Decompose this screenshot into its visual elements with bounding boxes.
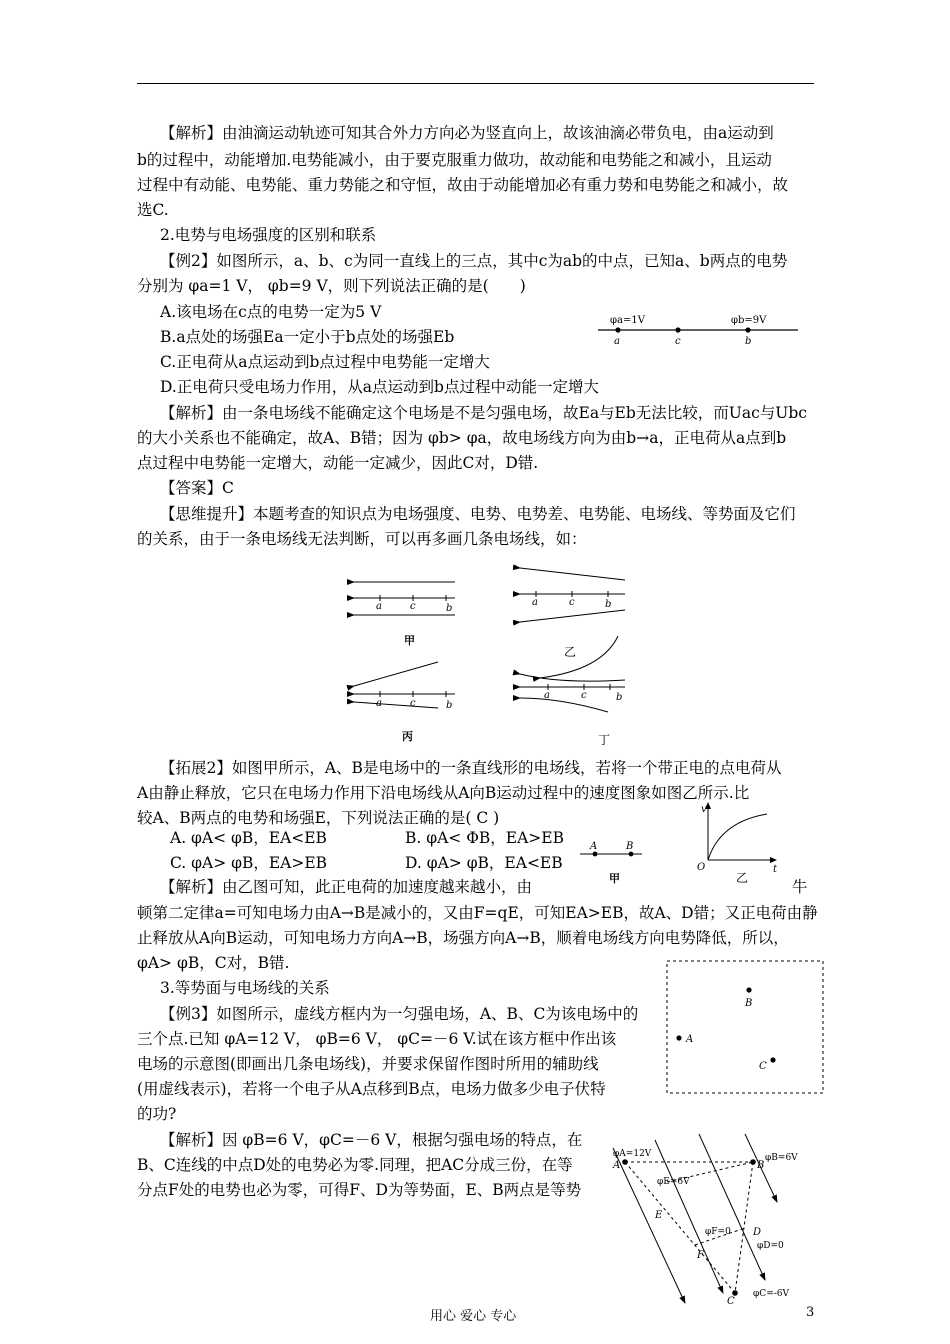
page-footer: 用心 爱心 专心 [430,1309,517,1324]
text-line: 牛 [792,878,808,896]
svg-text:c: c [569,597,575,608]
text-line: 的大小关系也不能确定，故A、B错；因为 φb> φa，故电场线方向为由b→a，正电荷从a点到b [137,429,787,447]
svg-text:c: c [675,336,681,347]
text-line: 【解析】由油滴运动轨迹可知其合外力方向必为竖直向上，故该油滴必带负电，由a运动到 [160,124,774,142]
text-line: 点过程中电势能一定增大，动能一定减少，因此C对，D错. [137,454,539,472]
text-line: 较A、B两点的电势和场强E，下列说法正确的是( C ) [137,809,500,827]
text-line: 【思维提升】本题考查的知识点为电场强度、电势、电势差、电势能、电场线、等势面及它们 [160,505,796,523]
text-line: 三个点.已知 φA=12 V， φB=6 V， φC=－6 V.试在该方框中作出该 [137,1030,617,1048]
field-line-sketches [340,560,640,745]
svg-text:F: F [697,1250,704,1261]
svg-text:t: t [773,864,778,875]
text-line: φA> φB，C对，B错. [137,954,290,972]
svg-text:B: B [745,998,753,1009]
label-yi: 乙 [736,871,749,885]
svg-text:C: C [759,1061,767,1072]
text-line: 顿第二定律a=可知电场力由A→B是减小的，又由F=qE，可知EA>EB，故A、D错；又正电荷由静 [137,904,818,922]
example3-figure [663,957,827,1097]
option-c: C.正电荷从a点运动到b点过程中电势能一定增大 [160,353,490,371]
page-number: 3 [806,1305,815,1320]
header-rule [137,83,814,84]
section-heading: 2.电势与电场强度的区别和联系 [160,226,377,244]
label-phi-a: φa=1V [610,315,645,326]
text-line: A由静止释放，它只在电场力作用下沿电场线从A向B运动过程中的速度图象如图乙所示.比 [137,784,750,802]
text-line: 的关系，由于一条电场线无法判断，可以再多画几条电场线，如： [137,530,587,548]
text-line: 止释放从A向B运动，可知电场力方向A→B，场强方向A→B，顺着电场线方向电势降低，所以， [137,929,789,947]
text-line: 的功? [137,1105,177,1123]
svg-text:a: a [544,690,550,701]
svg-text:a: a [376,698,382,709]
text-line: 【解析】因 φB=6 V，φC=－6 V，根据匀强电场的特点，在 [160,1131,583,1149]
text-line: 【例2】如图所示，a、b、c为同一直线上的三点，其中c为ab的中点，已知a、b两点的电势 [160,252,788,270]
label-yi: 乙 [564,645,577,659]
svg-text:C: C [727,1296,735,1305]
svg-text:a: a [376,601,382,612]
svg-text:B: B [626,841,634,852]
text-line: B、C连线的中点D处的电势必为零.同理，把AC分成三份，在等 [137,1156,573,1174]
svg-text:b: b [616,692,623,703]
option-c: C. φA> φB，EA>EB [170,854,328,872]
svg-text:b: b [446,603,453,614]
svg-text:E: E [655,1210,663,1221]
svg-text:D: D [753,1227,762,1238]
svg-text:b: b [605,599,612,610]
answer-line: 【答案】C [160,479,234,497]
svg-text:φB=6V: φB=6V [765,1153,798,1163]
svg-text:A: A [590,841,598,852]
text-line: 选C. [137,201,169,219]
option-a: A.该电场在c点的电势一定为5 V [160,303,382,321]
option-a: A. φA< φB，EA<EB [170,829,327,847]
svg-text:φA=12V: φA=12V [613,1149,652,1159]
svg-text:A: A [686,1034,694,1045]
svg-text:c: c [410,601,416,612]
option-d: D.正电荷只受电场力作用，从a点运动到b点过程中动能一定增大 [160,378,599,396]
text-line: 【例3】如图所示，虚线方框内为一匀强电场，A、B、C为该电场中的 [160,1005,639,1023]
svg-text:v: v [701,804,707,815]
text-line: 【解析】由一条电场线不能确定这个电场是不是匀强电场，故Ea与Eb无法比较，而Uac与Ubc [160,404,807,422]
section-heading: 3.等势面与电场线的关系 [160,979,330,997]
option-d: D. φA> φB，EA<EB [405,854,563,872]
svg-text:φC=-6V: φC=-6V [753,1289,789,1299]
svg-text:O: O [697,862,706,873]
text-line: 【拓展2】如图甲所示，A、B是电场中的一条直线形的电场线，若将一个带正电的点电荷从 [160,759,782,777]
solution-figure [605,1130,805,1305]
svg-text:A: A [613,1160,621,1171]
text-line: (用虚线表示)，若将一个电子从A点移到B点，电场力做多少电子伏特 [137,1080,606,1098]
svg-text:φD=0: φD=0 [757,1241,784,1251]
text-line: b的过程中，动能增加.电势能减小，由于要克服重力做功，故动能和电势能之和减小，且运动 [137,151,772,169]
option-b: B.a点处的场强Ea一定小于b点处的场强Eb [160,328,455,346]
label-bing: 丙 [402,730,413,743]
text-line: 分点F处的电势也必为零，可得F、D为等势面，E、B两点是等势 [137,1181,582,1199]
svg-text:φF=0: φF=0 [705,1227,731,1237]
svg-text:a: a [614,336,620,347]
svg-text:φE=6V: φE=6V [657,1177,690,1187]
text-line: 过程中有动能、电势能、重力势能之和守恒，故由于动能增加必有重力势和电势能之和减小，故 [137,176,789,194]
svg-text:b: b [446,700,453,711]
label-jia: 甲 [404,634,415,647]
text-line: 分别为 φa=1 V， φb=9 V，则下列说法正确的是( ) [137,277,526,295]
extension2-figure [575,800,790,890]
label-phi-b: φb=9V [731,315,767,326]
svg-text:a: a [532,597,538,608]
svg-text:c: c [410,698,416,709]
svg-text:b: b [745,336,752,347]
example2-figure [598,310,802,350]
svg-text:B: B [757,1160,765,1171]
svg-text:c: c [581,690,587,701]
text-line: 电场的示意图(即画出几条电场线)，并要求保留作图时所用的辅助线 [137,1055,599,1073]
label-jia: 甲 [609,872,620,885]
text-line: 【解析】由乙图可知，此正电荷的加速度越来越小，由 [160,878,533,896]
option-b: B. φA< ΦB，EA>EB [405,829,565,847]
label-ding: 丁 [598,733,611,745]
